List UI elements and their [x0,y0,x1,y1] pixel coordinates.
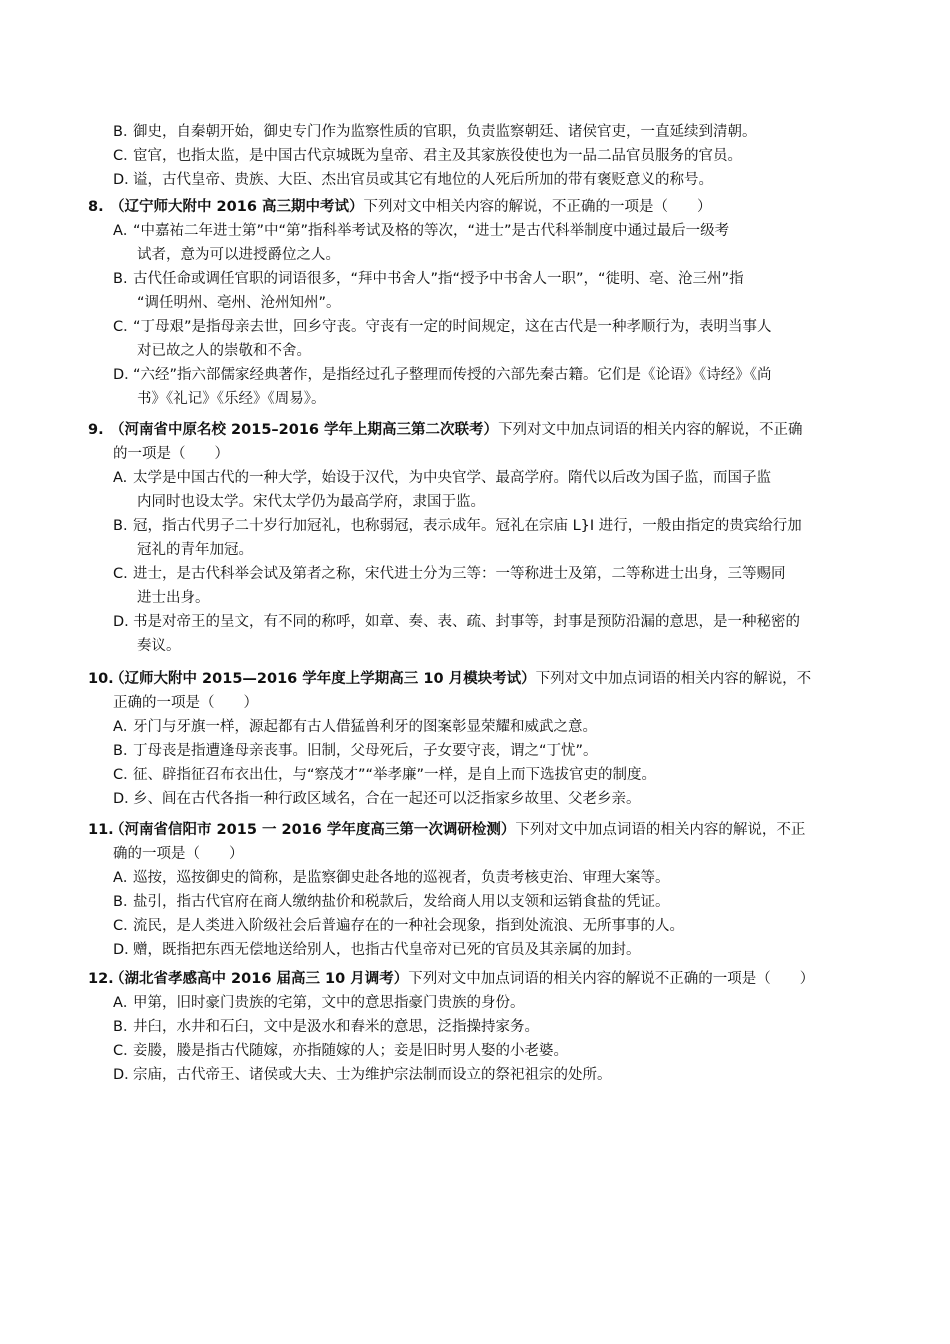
option-c: C.进士，是古代科举会试及第者之称，宋代进士分为三等：一等称进士及第，二等称进士出身，三等赐同 [113,566,786,582]
option-a: A．甲第，旧时豪门贵族的宅第，文中的意思指豪门贵族的身份。 [113,995,525,1011]
question-source: （辽师大附中 2015—2016 学年度上学期高三 10 月模块考试） [110,671,536,687]
question-12 [88,967,868,1087]
question-stem: 12.（湖北省孝感高中 2016 届高三 10 月调考）下列对文中加点词语的相关内容的解说不正确的一项是（ ） [88,971,815,987]
option-b: B．御史，自秦朝开始，御史专门作为监察性质的官职，负责监察朝廷、诸侯官吏，一直延续到清朝。 [113,124,757,140]
option-d-continued: 书》《礼记》《乐经》《周易》。 [137,391,326,407]
question-stem-continued: 的一项是（ ） [113,446,229,462]
option-c: C．妾媵，媵是指古代随嫁，亦指随嫁的人；妾是旧时男人娶的小老婆。 [113,1043,568,1059]
option-d: D.书是对帝王的呈文，有不同的称呼，如章、奏、表、疏、封事等，封事是预防沿漏的意思，是一种秘密的 [113,614,800,630]
option-d-continued: 奏议。 [137,638,181,654]
option-b: B．丁母丧是指遭逢母亲丧事。旧制，父母死后，子女要守丧，谓之“丁忧”。 [113,743,598,759]
option-c-continued: 进士出身。 [137,590,210,606]
option-c: C．征、辟指征召布衣出仕，与“察茂才”“举孝廉”一样，是自上而下选拔官吏的制度。 [113,767,657,783]
option-a-continued: 试者，意为可以进授爵位之人。 [137,247,340,263]
option-b-continued: 冠礼的青年加冠。 [137,542,253,558]
question-source: （河南省中原名校 2015–2016 学年上期高三第二次联考） [110,422,499,438]
option-a: A.太学是中国古代的一种大学，始设于汉代，为中央官学、最高学府。隋代以后改为国子监，而国子监 [113,470,771,486]
option-b: B.古代任命或调任官职的词语很多，“拜中书舍人”指“授予中书舍人一职”，“徙明、亳、沧三州”指 [113,271,744,287]
question-stem: 10.（辽师大附中 2015—2016 学年度上学期高三 10 月模块考试）下列对文中加点词语的相关内容的解说，不 [88,671,812,687]
question-10 [88,667,868,811]
option-a: A．牙门与牙旗一样，源起都有古人借猛兽利牙的图案彰显荣耀和威武之意。 [113,719,597,735]
option-a: A．“中嘉祐二年进士第”中“第”指科举考试及格的等次，“进士”是古代科举制度中通过最后一级考 [113,223,730,239]
option-c: C．宦官，也指太监，是中国古代京城既为皇帝、君主及其家族役使也为一品二品官员服务的官员。 [113,148,742,164]
question-11 [88,818,868,962]
question-source: （湖北省孝感高中 2016 届高三 10 月调考） [110,971,409,987]
option-d: D．谥，古代皇帝、贵族、大臣、杰出官员或其它有地位的人死后所加的带有褒贬意义的称号。 [113,172,713,188]
question-stem-continued: 确的一项是（ ） [113,846,244,862]
question-stem: 9. （河南省中原名校 2015–2016 学年上期高三第二次联考）下列对文中加点词语的相关内容的解说，不正确 [88,422,803,438]
option-d: D．乡、闾在古代各指一种行政区域名，合在一起还可以泛指家乡故里、父老乡亲。 [113,791,641,807]
question-stem: 11.（河南省信阳市 2015 一 2016 学年度高三第一次调研检测）下列对文中加点词语的相关内容的解说，不正 [88,822,806,838]
question-8 [88,195,868,411]
question-7-tail [88,120,868,192]
question-9 [88,418,868,658]
option-c: C．流民，是人类进入阶级社会后普遍存在的一种社会现象，指到处流浪、无所事事的人。 [113,918,684,934]
option-b: B．井臼，水井和石臼，文中是汲水和舂米的意思，泛指操持家务。 [113,1019,539,1035]
option-a: A．巡按，巡按御史的简称，是监察御史赴各地的巡视者，负责考核吏治、审理大案等。 [113,870,670,886]
option-d: D．“六经”指六部儒家经典著作，是指经过孔子整理而传授的六部先秦古籍。它们是《论语》《诗经》《尚 [113,367,772,383]
option-c-continued: 对已故之人的崇敬和不舍。 [137,343,311,359]
option-d: D．宗庙，古代帝王、诸侯或大夫、士为维护宗法制而设立的祭祀祖宗的处所。 [113,1067,612,1083]
question-stem: 8. （辽宁师大附中 2016 高三期中考试）下列对文中相关内容的解说，不正确的一项是（ ） [88,199,712,215]
option-c: C．“丁母艰”是指母亲去世，回乡守丧。守丧有一定的时间规定，这在古代是一种孝顺行为，表明当事人 [113,319,772,335]
option-b-continued: “调任明州、亳州、沧州知州”。 [137,295,341,311]
option-b: B．盐引，指古代官府在商人缴纳盐价和税款后，发给商人用以支领和运销食盐的凭证。 [113,894,670,910]
question-source: （辽宁师大附中 2016 高三期中考试） [110,199,364,215]
option-b: B.冠，指古代男子二十岁行加冠礼，也称弱冠，表示成年。冠礼在宗庙 L}I 进行，一般由指定的贵宾给行加 [113,518,802,534]
option-d: D．赠，既指把东西无偿地送给别人，也指古代皇帝对已死的官员及其亲属的加封。 [113,942,641,958]
question-stem-continued: 正确的一项是（ ） [113,695,258,711]
question-source: （河南省信阳市 2015 一 2016 学年度高三第一次调研检测） [110,822,516,838]
option-a-continued: 内同时也设太学。宋代太学仍为最高学府，隶国于监。 [137,494,485,510]
